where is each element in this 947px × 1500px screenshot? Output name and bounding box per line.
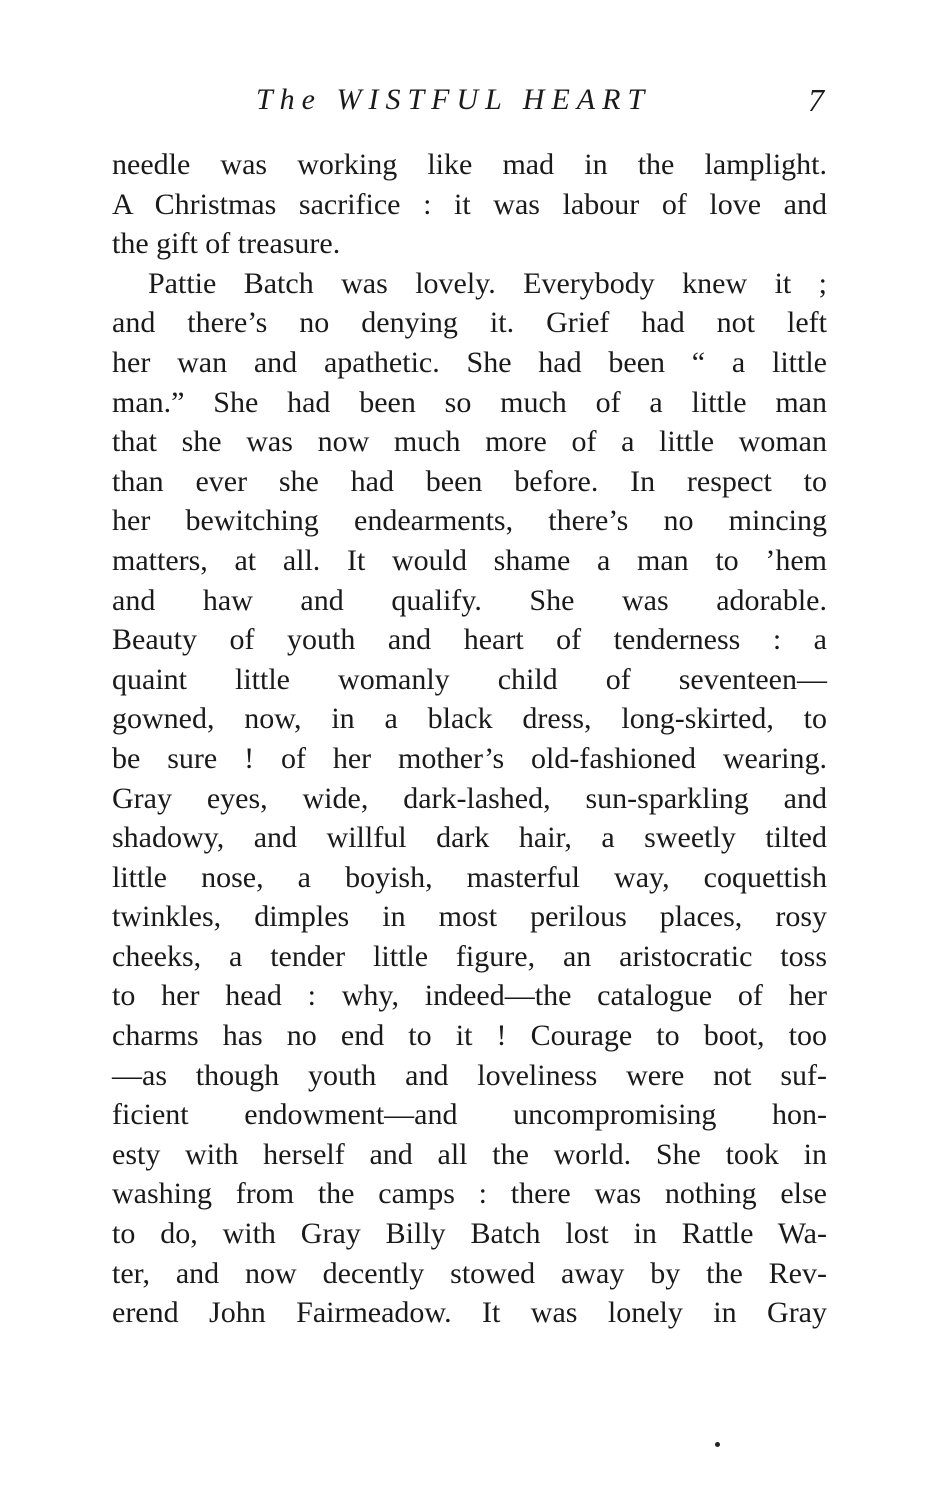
text-line: to do, with Gray Billy Batch lost in Rattle Wa- — [112, 1217, 827, 1251]
text-line: shadowy, and willful dark hair, a sweetly tilted — [112, 821, 827, 855]
text-line: man.” She had been so much of a little man — [112, 385, 827, 419]
body-text — [112, 145, 827, 1333]
text-line: and haw and qualify. She was adorable. — [112, 583, 827, 617]
text-line: needle was working like mad in the lamplight. — [112, 148, 827, 181]
text-line: be sure ! of her mother’s old-fashioned wearing. — [112, 741, 827, 775]
text-line: ter, and now decently stowed away by the Rev- — [112, 1256, 827, 1290]
text-line: charms has no end to it ! Courage to boot, too — [112, 1019, 827, 1053]
text-line: —as though youth and loveliness were not suf- — [112, 1058, 827, 1092]
text-line: erend John Fairmeadow. It was lonely in Gray — [112, 1296, 827, 1330]
text-line: that she was now much more of a little woman — [112, 425, 827, 459]
text-line: gowned, now, in a black dress, long-skirted, to — [112, 702, 827, 736]
text-line: the gift of treasure. — [112, 227, 341, 261]
text-line: matters, at all. It would shame a man to ’hem — [112, 543, 827, 577]
text-line: and there’s no denying it. Grief had not left — [112, 306, 827, 340]
page-number: 7 — [808, 82, 824, 118]
text-line: than ever she had been before. In respect to — [112, 464, 827, 498]
text-line: Beauty of youth and heart of tenderness : a — [112, 623, 827, 657]
text-line: quaint little womanly child of seventeen— — [112, 662, 827, 696]
text-line: A Christmas sacrifice : it was labour of love and — [112, 187, 827, 221]
text-line: cheeks, a tender little figure, an aristocratic toss — [112, 939, 827, 973]
paragraph-start-line: Pattie Batch was lovely. Everybody knew it ; — [148, 266, 827, 300]
text-line: to her head : why, indeed—the catalogue of her — [112, 979, 827, 1013]
text-line: her wan and apathetic. She had been “ a little — [112, 345, 827, 379]
text-line: little nose, a boyish, masterful way, coquettish — [112, 860, 827, 894]
text-line: ficient endowment—and uncompromising hon- — [112, 1098, 827, 1132]
text-line: washing from the camps : there was nothing else — [112, 1177, 827, 1211]
text-line: Gray eyes, wide, dark-lashed, sun-sparkling and — [112, 781, 827, 815]
print-speck — [715, 1442, 720, 1447]
text-line: twinkles, dimples in most perilous places, rosy — [112, 900, 827, 934]
running-title: The WISTFUL HEART — [256, 83, 652, 116]
text-line: esty with herself and all the world. She took in — [112, 1137, 827, 1171]
text-line: her bewitching endearments, there’s no mincing — [112, 504, 827, 538]
